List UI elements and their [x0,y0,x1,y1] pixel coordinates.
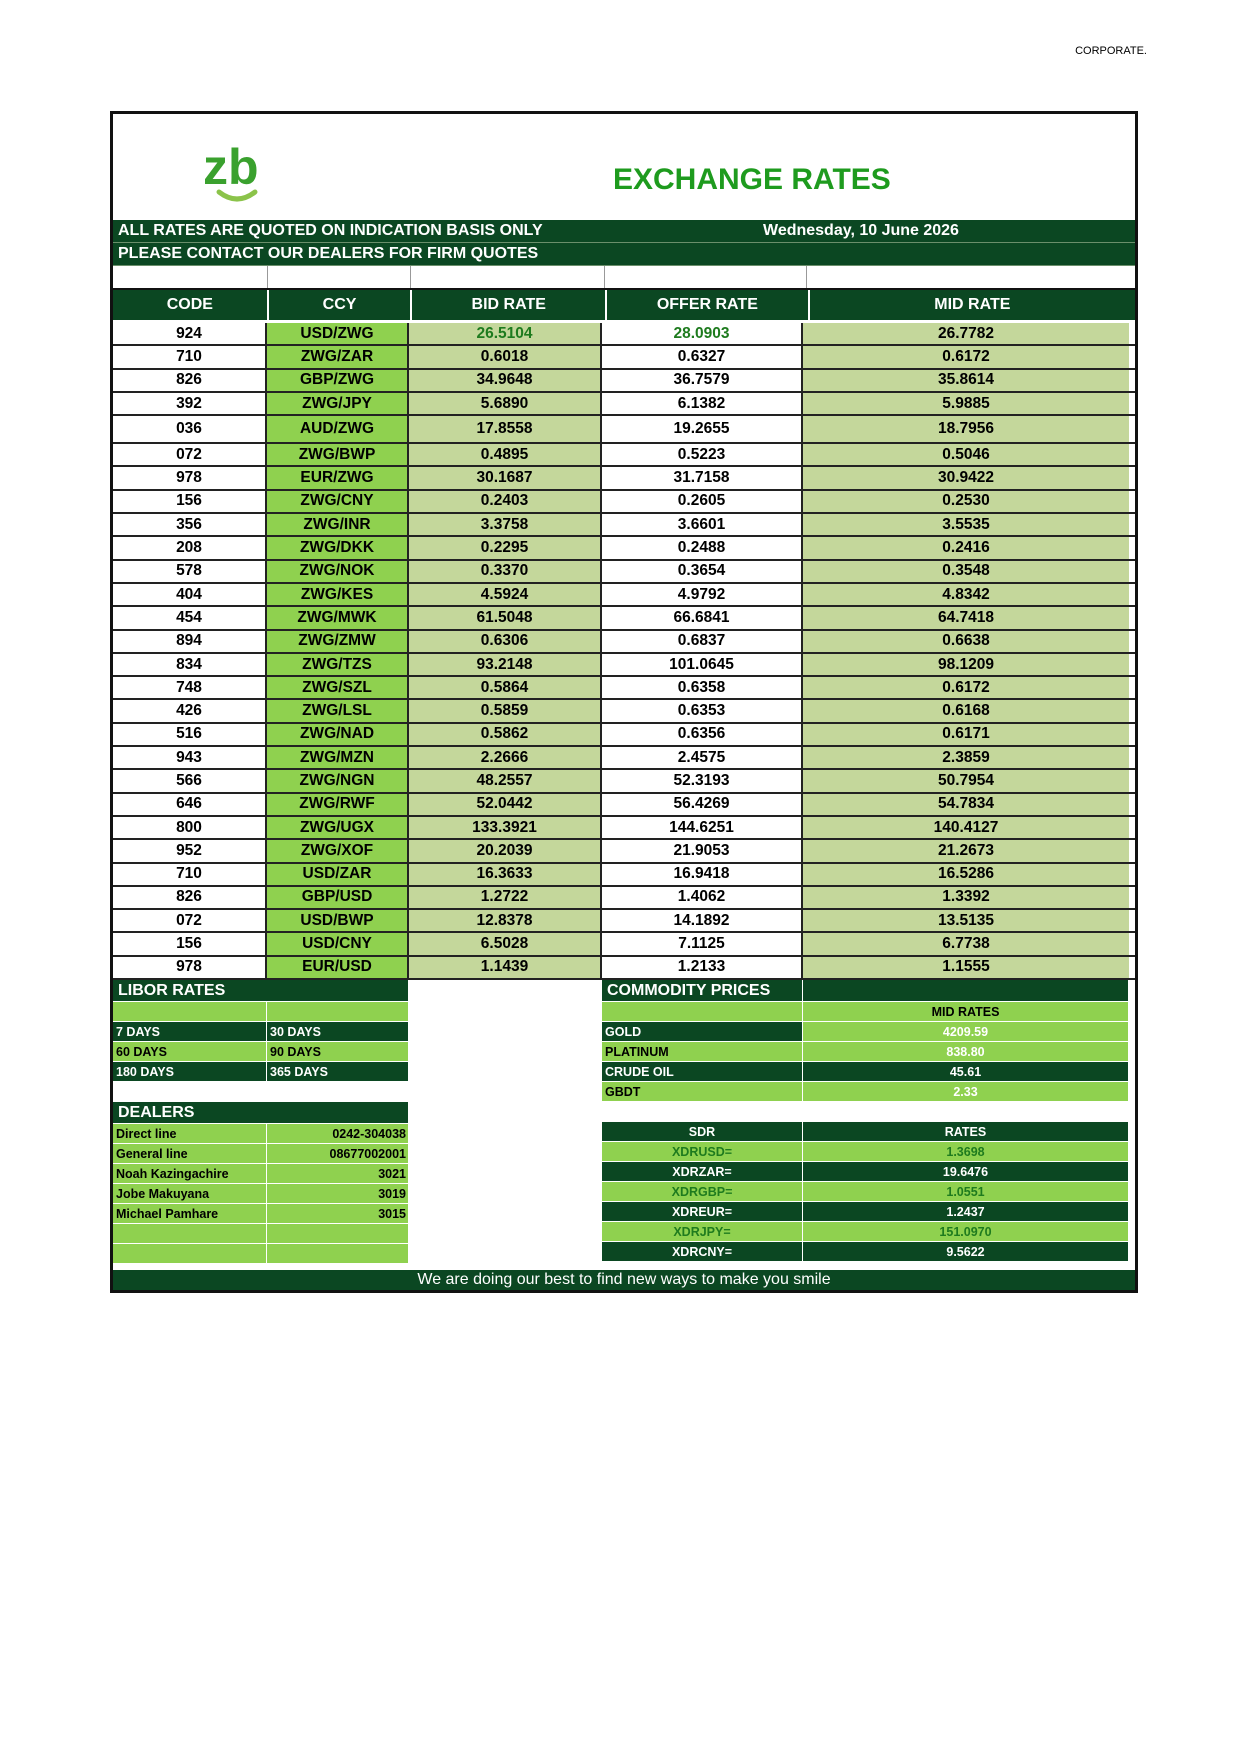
rate-offer: 19.2655 [602,416,803,442]
rate-bid: 16.3633 [409,864,602,885]
libor-item: 365 DAYS [267,1062,409,1082]
sdr-name: XDRCNY= [602,1242,803,1262]
col-bid: BID RATE [412,290,607,320]
zb-logo-icon [203,134,271,206]
rate-ccy: GBP/USD [267,887,409,908]
rate-code: 943 [113,747,267,768]
sdr-name: XDRJPY= [602,1222,803,1242]
rate-ccy: ZWG/ZMW [267,631,409,652]
rate-offer: 1.2133 [602,957,803,978]
rate-offer: 14.1892 [602,910,803,931]
rate-code: 924 [113,323,267,344]
sdr-value: 19.6476 [803,1162,1129,1182]
rate-ccy: ZWG/MWK [267,607,409,628]
rate-bid: 0.5862 [409,724,602,745]
rate-code: 156 [113,491,267,512]
rate-offer: 0.3654 [602,561,803,582]
table-row [113,393,1135,416]
rate-bid: 3.3758 [409,514,602,535]
rate-ccy: USD/BWP [267,910,409,931]
table-row [113,910,1135,933]
table-row [113,607,1135,630]
page-title: EXCHANGE RATES [613,163,891,196]
table-row [113,467,1135,490]
rate-mid: 50.7954 [803,770,1129,791]
rate-code: 392 [113,393,267,414]
rate-ccy: ZWG/NGN [267,770,409,791]
table-row [113,561,1135,584]
table-row [113,677,1135,700]
rate-code: 578 [113,561,267,582]
rate-offer: 52.3193 [602,770,803,791]
rate-code: 894 [113,631,267,652]
lower-section [113,980,1135,1270]
rate-code: 710 [113,864,267,885]
rate-mid: 2.3859 [803,747,1129,768]
rate-ccy: ZWG/KES [267,584,409,605]
rate-bid: 0.6306 [409,631,602,652]
rate-bid: 20.2039 [409,840,602,861]
rate-bid: 0.4895 [409,444,602,465]
notice-line-1 [113,220,1135,243]
rate-code: 646 [113,794,267,815]
rate-mid: 16.5286 [803,864,1129,885]
rate-bid: 48.2557 [409,770,602,791]
dealer-number: 08677002001 [267,1144,409,1164]
rate-mid: 21.2673 [803,840,1129,861]
header [113,114,1135,220]
rate-ccy: EUR/ZWG [267,467,409,488]
rate-code: 566 [113,770,267,791]
rate-offer: 3.6601 [602,514,803,535]
rate-mid: 0.6171 [803,724,1129,745]
rate-bid: 0.6018 [409,346,602,367]
rate-ccy: USD/ZAR [267,864,409,885]
rate-code: 748 [113,677,267,698]
commodity-name: GOLD [602,1022,803,1042]
rate-mid: 13.5135 [803,910,1129,931]
rate-code: 072 [113,910,267,931]
notice-line-2 [113,243,1135,266]
sdr-rates-header: RATES [803,1122,1129,1142]
rate-offer: 0.5223 [602,444,803,465]
table-row [113,654,1135,677]
rate-bid: 61.5048 [409,607,602,628]
sdr-name: XDRZAR= [602,1162,803,1182]
rate-code: 834 [113,654,267,675]
table-row [113,817,1135,840]
rate-code: 426 [113,700,267,721]
notice-text-1: ALL RATES ARE QUOTED ON INDICATION BASIS ONLY [118,222,543,239]
rate-code: 404 [113,584,267,605]
sdr-name: XDRUSD= [602,1142,803,1162]
rate-mid: 4.8342 [803,584,1129,605]
mid-rates-label: MID RATES [803,1002,1129,1022]
rate-code: 800 [113,817,267,838]
rate-code: 454 [113,607,267,628]
rate-offer: 0.6358 [602,677,803,698]
table-row [113,933,1135,956]
rate-bid: 17.8558 [409,416,602,442]
rate-bid: 34.9648 [409,370,602,391]
rate-code: 826 [113,370,267,391]
rate-mid: 6.7738 [803,933,1129,954]
rate-mid: 3.5535 [803,514,1129,535]
table-row [113,840,1135,863]
rate-offer: 66.6841 [602,607,803,628]
table-row [113,770,1135,793]
rates-date: Wednesday, 10 June 2026 [763,222,959,239]
rate-bid: 4.5924 [409,584,602,605]
table-row [113,514,1135,537]
rate-ccy: ZWG/RWF [267,794,409,815]
table-row [113,444,1135,467]
rate-mid: 35.8614 [803,370,1129,391]
libor-item: 30 DAYS [267,1022,409,1042]
table-row [113,747,1135,770]
rate-mid: 18.7956 [803,416,1129,442]
rate-offer: 21.9053 [602,840,803,861]
rate-code: 978 [113,467,267,488]
table-row [113,957,1135,980]
rate-mid: 64.7418 [803,607,1129,628]
commodity-name: CRUDE OIL [602,1062,803,1082]
dealer-name: General line [113,1144,267,1164]
rate-mid: 98.1209 [803,654,1129,675]
rate-mid: 0.2530 [803,491,1129,512]
table-row [113,537,1135,560]
sdr-name: XDRGBP= [602,1182,803,1202]
dealers-title: DEALERS [113,1102,409,1124]
rate-code: 072 [113,444,267,465]
rate-ccy: ZWG/ZAR [267,346,409,367]
rate-bid: 6.5028 [409,933,602,954]
table-row [113,370,1135,393]
rate-offer: 6.1382 [602,393,803,414]
rate-ccy: ZWG/LSL [267,700,409,721]
rate-mid: 0.6172 [803,346,1129,367]
table-row [113,584,1135,607]
rate-bid: 0.2403 [409,491,602,512]
rate-ccy: ZWG/TZS [267,654,409,675]
rate-code: 952 [113,840,267,861]
rate-mid: 54.7834 [803,794,1129,815]
rate-mid: 1.1555 [803,957,1129,978]
table-row [113,724,1135,747]
rate-bid: 52.0442 [409,794,602,815]
rate-mid: 0.6172 [803,677,1129,698]
rate-code: 036 [113,416,267,442]
libor-item: 180 DAYS [113,1062,267,1082]
table-row [113,346,1135,369]
rate-ccy: ZWG/UGX [267,817,409,838]
rate-mid: 0.6168 [803,700,1129,721]
col-ccy: CCY [269,290,413,320]
commodity-value: 4209.59 [803,1022,1129,1042]
rates-table [113,323,1135,980]
rate-mid: 1.3392 [803,887,1129,908]
commodity-name: PLATINUM [602,1042,803,1062]
rate-ccy: ZWG/CNY [267,491,409,512]
commodity-value: 2.33 [803,1082,1129,1102]
table-row [113,631,1135,654]
notice-text-2: PLEASE CONTACT OUR DEALERS FOR FIRM QUOTES [118,245,539,262]
rate-code: 208 [113,537,267,558]
rate-offer: 0.2488 [602,537,803,558]
spacer-row [113,266,1135,290]
col-offer: OFFER RATE [607,290,810,320]
dealer-number: 3021 [267,1164,409,1184]
rate-offer: 56.4269 [602,794,803,815]
libor-item: 60 DAYS [113,1042,267,1062]
rate-bid: 1.2722 [409,887,602,908]
rate-ccy: EUR/USD [267,957,409,978]
rate-offer: 7.1125 [602,933,803,954]
sdr-value: 151.0970 [803,1222,1129,1242]
rate-mid: 140.4127 [803,817,1129,838]
footer-slogan: We are doing our best to find new ways to make you smile [113,1270,1135,1290]
rate-offer: 0.6327 [602,346,803,367]
rate-bid: 133.3921 [409,817,602,838]
rate-bid: 12.8378 [409,910,602,931]
rate-mid: 0.3548 [803,561,1129,582]
rate-ccy: ZWG/MZN [267,747,409,768]
rate-bid: 0.5864 [409,677,602,698]
table-header [113,290,1135,323]
sdr-header: SDR [602,1122,803,1142]
rate-mid: 0.6638 [803,631,1129,652]
rate-offer: 0.6356 [602,724,803,745]
rate-code: 710 [113,346,267,367]
rate-ccy: USD/ZWG [267,323,409,344]
rate-mid: 0.5046 [803,444,1129,465]
rate-code: 826 [113,887,267,908]
sdr-value: 1.2437 [803,1202,1129,1222]
table-row [113,323,1135,346]
rate-offer: 36.7579 [602,370,803,391]
rate-bid: 30.1687 [409,467,602,488]
rate-ccy: ZWG/INR [267,514,409,535]
libor-item: 90 DAYS [267,1042,409,1062]
rate-ccy: ZWG/SZL [267,677,409,698]
rate-offer: 28.0903 [602,323,803,344]
rate-code: 978 [113,957,267,978]
table-row [113,700,1135,723]
rate-ccy: ZWG/NOK [267,561,409,582]
svg-text:zb: zb [203,139,259,195]
dealer-name: Noah Kazingachire [113,1164,267,1184]
rate-offer: 101.0645 [602,654,803,675]
rate-bid: 0.2295 [409,537,602,558]
rate-offer: 4.9792 [602,584,803,605]
rate-mid: 0.2416 [803,537,1129,558]
rate-ccy: ZWG/XOF [267,840,409,861]
table-row [113,491,1135,514]
rate-ccy: GBP/ZWG [267,370,409,391]
commodity-value: 45.61 [803,1062,1129,1082]
libor-title: LIBOR RATES [113,980,409,1002]
rate-code: 156 [113,933,267,954]
sdr-value: 9.5622 [803,1242,1129,1262]
sdr-value: 1.3698 [803,1142,1129,1162]
libor-item: 7 DAYS [113,1022,267,1042]
rate-bid: 0.3370 [409,561,602,582]
rate-offer: 31.7158 [602,467,803,488]
rate-offer: 0.6353 [602,700,803,721]
dealer-name: Michael Pamhare [113,1204,267,1224]
table-row [113,887,1135,910]
dealer-number: 3015 [267,1204,409,1224]
rate-mid: 5.9885 [803,393,1129,414]
sdr-value: 1.0551 [803,1182,1129,1202]
rate-offer: 16.9418 [602,864,803,885]
rate-code: 356 [113,514,267,535]
corporate-label: CORPORATE. [1075,45,1147,57]
rate-offer: 0.2605 [602,491,803,512]
rate-ccy: ZWG/NAD [267,724,409,745]
col-mid: MID RATE [934,296,1011,313]
dealer-name: Jobe Makuyana [113,1184,267,1204]
rate-bid: 2.2666 [409,747,602,768]
rate-mid: 30.9422 [803,467,1129,488]
rate-ccy: USD/CNY [267,933,409,954]
commodity-name: GBDT [602,1082,803,1102]
rate-bid: 5.6890 [409,393,602,414]
rate-code: 516 [113,724,267,745]
commodity-value: 838.80 [803,1042,1129,1062]
rate-ccy: ZWG/BWP [267,444,409,465]
rate-offer: 144.6251 [602,817,803,838]
rate-bid: 0.5859 [409,700,602,721]
rate-bid: 26.5104 [409,323,602,344]
col-code: CODE [113,290,269,320]
table-row [113,794,1135,817]
rate-ccy: ZWG/JPY [267,393,409,414]
rate-bid: 93.2148 [409,654,602,675]
dealer-number: 0242-304038 [267,1124,409,1144]
table-row [113,416,1135,444]
rate-offer: 1.4062 [602,887,803,908]
dealer-number: 3019 [267,1184,409,1204]
rate-ccy: ZWG/DKK [267,537,409,558]
rate-ccy: AUD/ZWG [267,416,409,442]
rate-offer: 0.6837 [602,631,803,652]
table-row [113,864,1135,887]
commodity-title: COMMODITY PRICES [602,980,803,1002]
sdr-name: XDREUR= [602,1202,803,1222]
rate-bid: 1.1439 [409,957,602,978]
exchange-rate-sheet [110,111,1138,1293]
rate-offer: 2.4575 [602,747,803,768]
rate-mid: 26.7782 [803,323,1129,344]
dealer-name: Direct line [113,1124,267,1144]
